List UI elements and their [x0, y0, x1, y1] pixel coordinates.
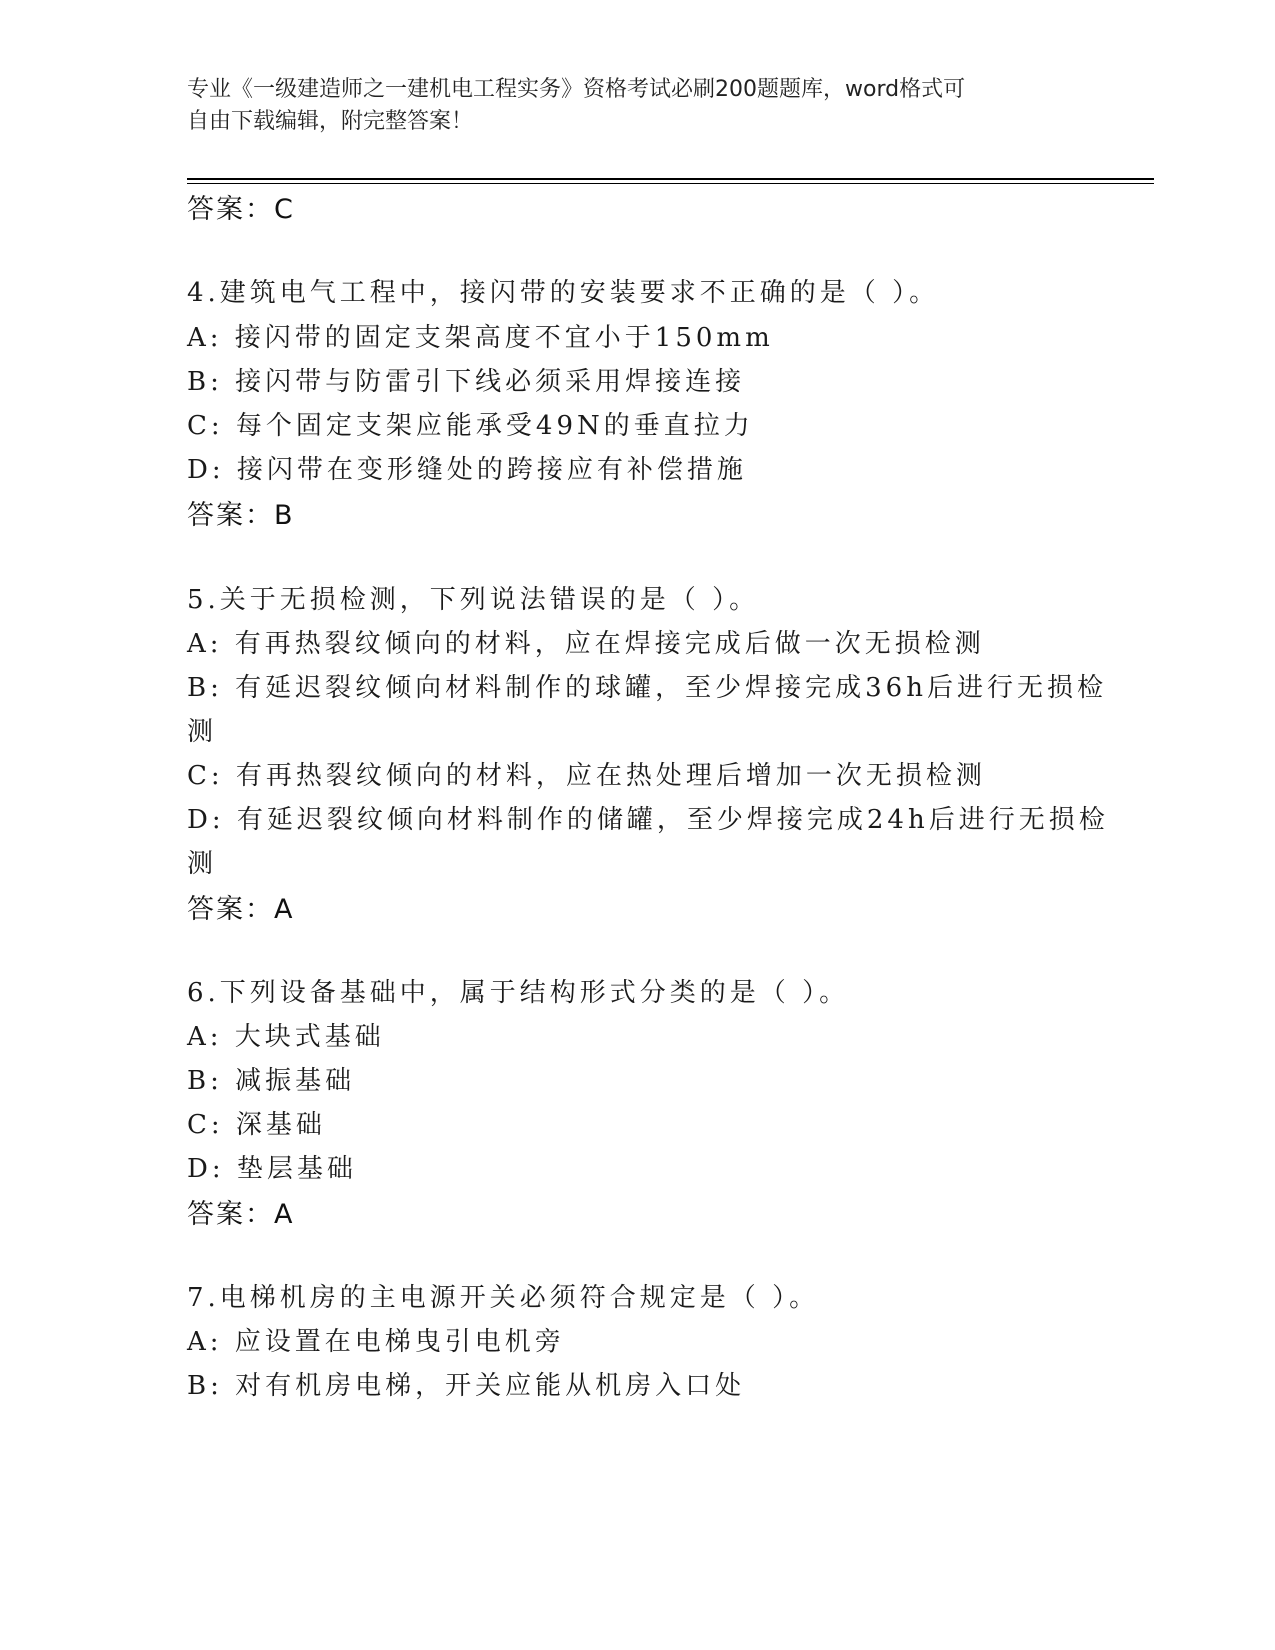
- answer-line: 答案：B: [187, 500, 295, 531]
- answer-line: 答案：A: [187, 894, 295, 925]
- option-b: B: 接闪带与防雷引下线必须采用焊接连接: [187, 367, 746, 397]
- option-d: D: 接闪带在变形缝处的跨接应有补偿措施: [187, 455, 747, 485]
- option-b: B: 有延迟裂纹倾向材料制作的球罐，至少焊接完成36h后进行无损检: [187, 673, 1107, 703]
- option-a: A: 接闪带的固定支架高度不宜小于150mm: [187, 323, 774, 353]
- option-c: C: 每个固定支架应能承受49N的垂直拉力: [187, 411, 754, 441]
- option-c: C: 有再热裂纹倾向的材料，应在热处理后增加一次无损检测: [187, 761, 986, 791]
- question-stem: 5.关于无损检测，下列说法错误的是（ ）。: [187, 585, 760, 615]
- document-header: [187, 74, 1067, 138]
- option-a: A: 应设置在电梯曳引电机旁: [187, 1327, 565, 1357]
- header-rule-thin: [187, 183, 1154, 184]
- header-rule-thick: [187, 178, 1154, 180]
- option-d: D: 有延迟裂纹倾向材料制作的储罐，至少焊接完成24h后进行无损检: [187, 805, 1109, 835]
- option-a: A: 大块式基础: [187, 1022, 385, 1052]
- question-stem: 7.电梯机房的主电源开关必须符合规定是（ ）。: [187, 1283, 820, 1313]
- question-stem: 4.建筑电气工程中，接闪带的安装要求不正确的是（ ）。: [187, 278, 940, 308]
- header-line-2: 自由下载编辑，附完整答案！: [187, 109, 474, 134]
- option-b-continued: 测: [187, 717, 218, 747]
- option-d-continued: 测: [187, 849, 218, 879]
- answer-line: 答案：A: [187, 1199, 295, 1230]
- option-b: B: 对有机房电梯，开关应能从机房入口处: [187, 1371, 746, 1401]
- option-c: C: 深基础: [187, 1110, 326, 1140]
- option-a: A: 有再热裂纹倾向的材料，应在焊接完成后做一次无损检测: [187, 629, 985, 659]
- answer-line: 答案：C: [187, 194, 295, 225]
- question-stem: 6.下列设备基础中，属于结构形式分类的是（ ）。: [187, 978, 850, 1008]
- header-line-1: 专业《一级建造师之一建机电工程实务》资格考试必刷200题题库，word格式可: [187, 77, 966, 102]
- option-b: B: 减振基础: [187, 1066, 356, 1096]
- option-d: D: 垫层基础: [187, 1154, 357, 1184]
